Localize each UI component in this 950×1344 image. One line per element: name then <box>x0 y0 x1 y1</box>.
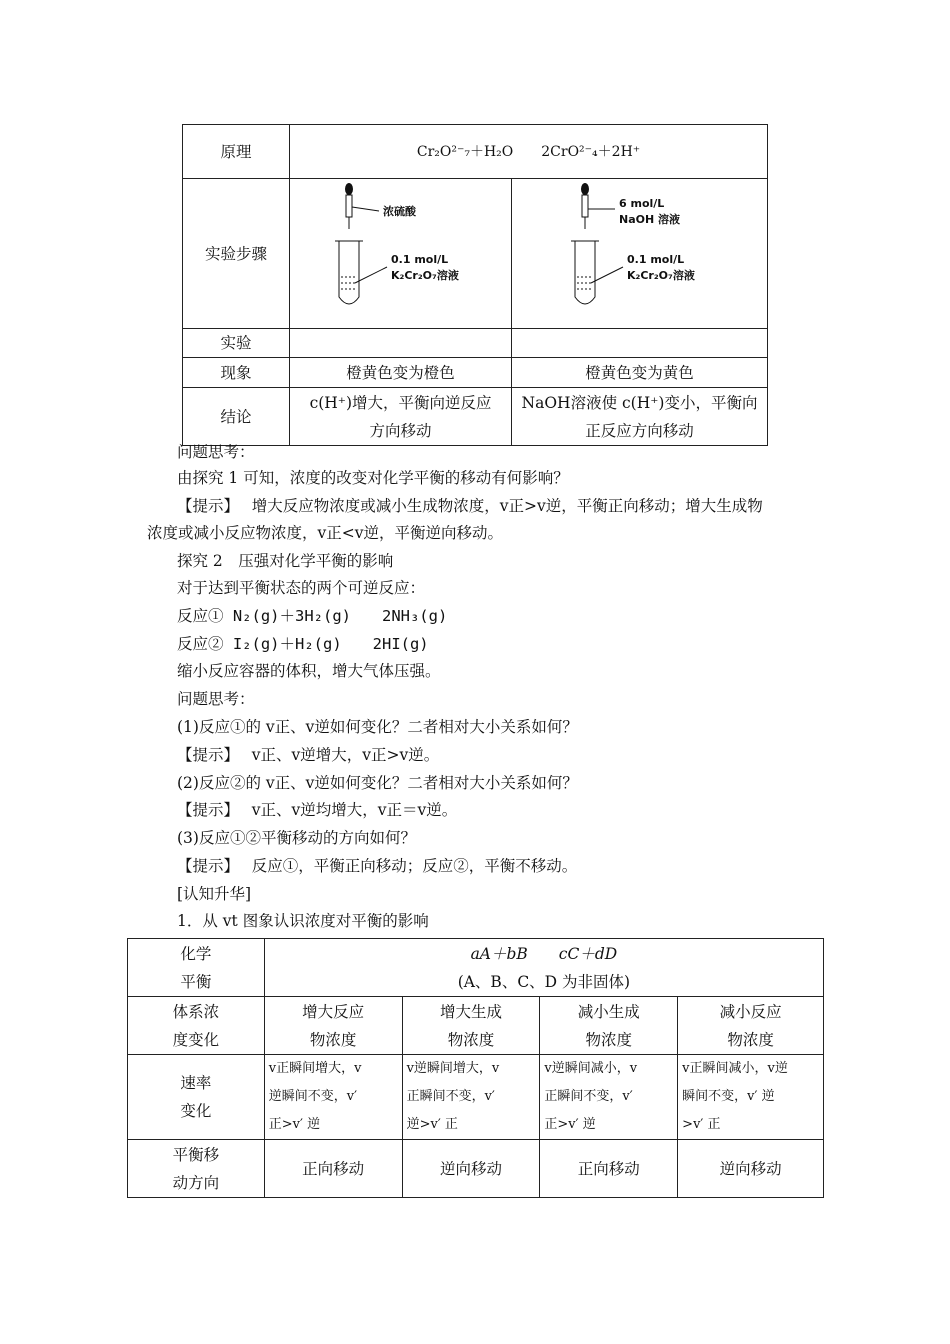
experiment-table <box>182 124 768 446</box>
shrink-volume-text: 缩小反应容器的体积，增大气体压强。 <box>177 662 441 680</box>
hint-1: 【提示】 增大反应物浓度或减小生成物浓度，v正>v逆，平衡正向移动；增大生成物 <box>177 497 763 515</box>
shift-direction-cell: 正向移动 <box>540 1140 678 1198</box>
sub-question-2: (2)反应②的 v正、v逆如何变化？二者相对大小关系如何？ <box>177 774 578 792</box>
right-reagent-name: NaOH 溶液 <box>618 213 680 226</box>
reach-equilibrium-text: 对于达到平衡状态的两个可逆反应： <box>177 579 426 597</box>
col-increase-product: 增大生成 物浓度 <box>402 997 540 1055</box>
experiment-label: 实验 <box>183 329 290 358</box>
sub-hint-3: 【提示】 反应①，平衡正向移动；反应②，平衡不移动。 <box>177 857 578 875</box>
row-shift-direction-label: 平衡移 动方向 <box>128 1140 265 1198</box>
rate-change-cell: v正瞬间增大，v 逆瞬间不变，v′ 正>v′ 逆 <box>264 1055 402 1140</box>
phenomenon-right: 橙黄色变为黄色 <box>512 358 768 388</box>
conclusion-left: c(H⁺)增大，平衡向逆反应 方向移动 <box>290 388 512 446</box>
col-increase-reactant: 增大反应 物浓度 <box>264 997 402 1055</box>
conclusion-label: 结论 <box>183 388 290 446</box>
steps-label: 实验步骤 <box>183 179 290 329</box>
general-equation: aA＋bB cC＋dD (A、B、C、D 为非固体) <box>264 939 823 997</box>
shift-direction-cell: 逆向移动 <box>678 1140 824 1198</box>
right-reagent-conc: 6 mol/L <box>618 197 664 210</box>
question-think-2: 问题思考： <box>177 690 255 708</box>
right-solution-conc: 0.1 mol/L <box>626 253 684 266</box>
shift-direction-cell: 逆向移动 <box>402 1140 540 1198</box>
dropper-test-tube-left-diagram <box>291 179 511 319</box>
sub-hint-2: 【提示】 v正、v逆均增大，v正＝v逆。 <box>177 801 458 819</box>
item-1-heading: 1．从 vt 图象认识浓度对平衡的影响 <box>177 912 429 930</box>
row-rate-change-label: 速率 变化 <box>128 1055 265 1140</box>
col-decrease-product: 减小生成 物浓度 <box>540 997 678 1055</box>
left-apparatus <box>290 179 512 329</box>
rate-change-cell: v逆瞬间减小，v 正瞬间不变，v′ 正>v′ 逆 <box>540 1055 678 1140</box>
phenomenon-left: 橙黄色变为橙色 <box>290 358 512 388</box>
principle-label: 原理 <box>183 125 290 179</box>
header-chemical-equilibrium: 化学 平衡 <box>128 939 265 997</box>
hint-1-continued: 浓度或减小反应物浓度，v正<v逆，平衡逆向移动。 <box>147 524 504 542</box>
upgrade-heading: [认知升华] <box>177 885 252 903</box>
principle-equation: Cr₂O²⁻₇＋H₂O 2CrO²⁻₄＋2H⁺ <box>290 125 768 179</box>
col-decrease-reactant: 减小反应 物浓度 <box>678 997 824 1055</box>
hint-label: 【提示】 <box>177 497 232 515</box>
shift-direction-cell: 正向移动 <box>264 1140 402 1198</box>
rate-change-cell: v逆瞬间增大，v 正瞬间不变，v′ 逆>v′ 正 <box>402 1055 540 1140</box>
left-reagent-label: 浓硫酸 <box>382 205 416 218</box>
sub-question-1: (1)反应①的 v正、v逆如何变化？二者相对大小关系如何？ <box>177 718 578 736</box>
dropper-test-tube-right-diagram <box>515 179 765 319</box>
sub-hint-1: 【提示】 v正、v逆增大，v正>v逆。 <box>177 746 440 764</box>
concentration-effect-table <box>127 938 824 1198</box>
right-solution-name: K₂Cr₂O₇溶液 <box>626 269 695 282</box>
row-concentration-change-label: 体系浓 度变化 <box>128 997 265 1055</box>
sub-question-3: (3)反应①②平衡移动的方向如何？ <box>177 829 416 847</box>
question-think-1: 问题思考： <box>177 443 255 461</box>
right-apparatus <box>512 179 768 329</box>
conclusion-right: NaOH溶液使 c(H⁺)变小，平衡向 正反应方向移动 <box>512 388 768 446</box>
reaction-2: 反应② I₂(g)＋H₂(g) 2HI(g) <box>177 635 429 653</box>
phenomenon-label: 现象 <box>183 358 290 388</box>
left-solution-conc: 0.1 mol/L <box>390 253 448 266</box>
reaction-1: 反应① N₂(g)＋3H₂(g) 2NH₃(g) <box>177 607 448 625</box>
explore-2-heading: 探究 2 压强对化学平衡的影响 <box>177 552 394 570</box>
rate-change-cell: v正瞬间减小，v逆 瞬间不变，v′ 逆 >v′ 正 <box>678 1055 824 1140</box>
question-1: 由探究 1 可知，浓度的改变对化学平衡的移动有何影响？ <box>177 469 569 487</box>
left-solution-name: K₂Cr₂O₇溶液 <box>390 269 459 282</box>
